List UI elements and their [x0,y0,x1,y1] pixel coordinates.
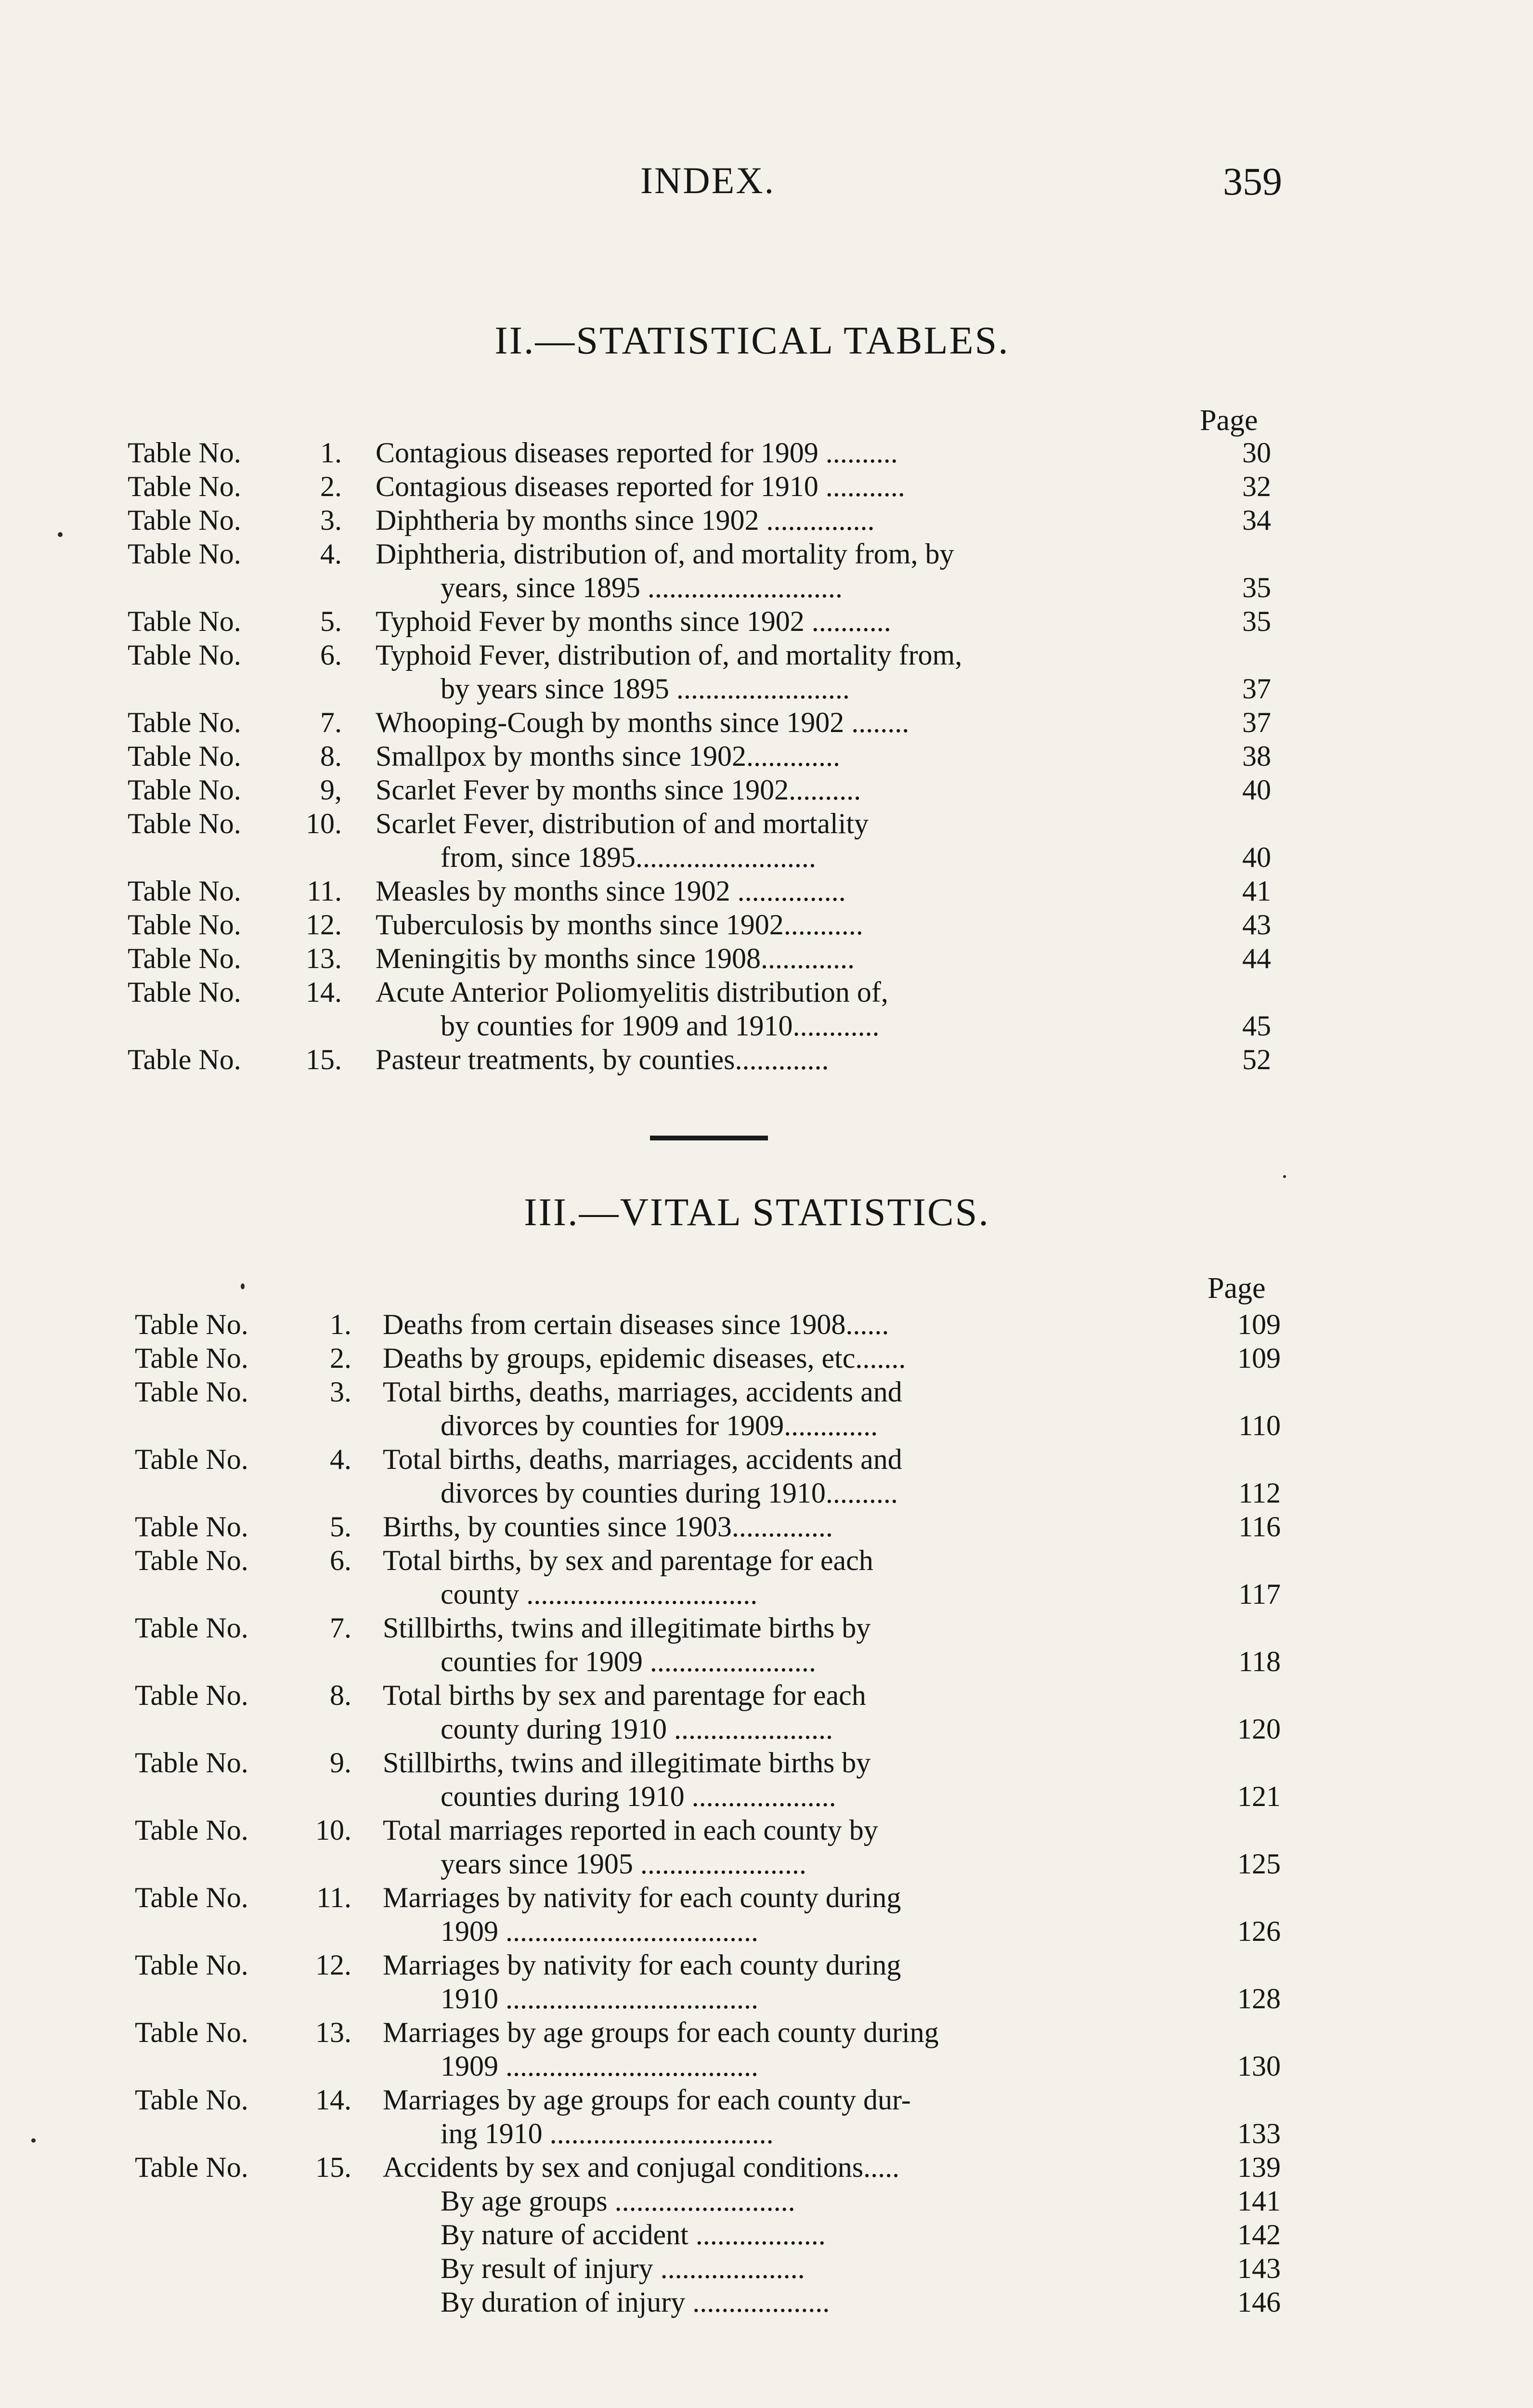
page-reference: 35 [1242,605,1271,637]
index-entry [0,1678,1533,1746]
table-label: Table No. [135,1679,248,1711]
table-number: 12. [306,909,342,941]
table-label: Table No. [135,1309,248,1340]
index-entry [0,537,1533,604]
entry-description: Contagious diseases reported for 1910 ........... [376,471,905,502]
entry-line [0,1813,1533,1847]
entry-line [0,908,1533,942]
page-reference: 40 [1242,774,1271,806]
table-number: 2. [330,1342,351,1374]
page-reference: 117 [1238,1578,1281,1610]
page-reference: 110 [1238,1410,1281,1441]
entry-line [0,1982,1533,2015]
entry-description: from, since 1895......................... [441,841,816,873]
table-number: 9. [330,1747,351,1779]
entry-description: Acute Anterior Poliomyelitis distribution of, [376,976,888,1008]
table-number: 14. [315,2084,351,2116]
entry-description: Deaths from certain diseases since 1908...... [383,1309,889,1340]
entry-line [0,739,1533,773]
entry-line [0,2083,1533,2117]
table-label: Table No. [135,2016,248,2048]
entry-description: Typhoid Fever by months since 1902 ........... [376,605,891,637]
table-number: 15. [315,2151,351,2183]
table-label: Table No. [135,1747,248,1779]
entry-description: Scarlet Fever, distribution of and mortality [376,808,869,839]
index-entry [0,739,1533,773]
entry-line [0,942,1533,975]
table-number: 2. [320,471,342,502]
table-number: 13. [306,942,342,974]
entry-description: Meningitis by months since 1908............. [376,942,855,974]
index-entry [0,1544,1533,1611]
table-label: Table No. [128,808,241,839]
entry-description: counties during 1910 .................... [441,1780,836,1812]
entry-line [0,1341,1533,1375]
entry-description: years since 1905 ....................... [441,1848,806,1880]
section-divider [650,1136,768,1140]
index-entry [0,2015,1533,2083]
table-label: Table No. [135,2151,248,2183]
table-number: 5. [330,1511,351,1543]
entry-description: years, since 1895 ........................... [441,572,843,603]
entry-line [0,874,1533,908]
paper-speck [31,2138,36,2143]
entry-description: Marriages by nativity for each county during [383,1882,901,1913]
entry-line [0,975,1533,1009]
entry-line [0,604,1533,638]
page-reference: 35 [1242,572,1271,603]
page-reference: 118 [1238,1646,1281,1677]
table-label: Table No. [135,2084,248,2116]
entry-description: Pasteur treatments, by counties............. [376,1044,829,1075]
table-number: 3. [330,1376,351,1408]
entry-description: Marriages by age groups for each county during [383,2016,939,2048]
entry-description: Deaths by groups, epidemic diseases, etc....... [383,1342,906,1374]
index-entry [0,470,1533,503]
entry-line [0,537,1533,571]
entry-line [0,2218,1533,2251]
entry-description: Total births, deaths, marriages, accidents and [383,1376,902,1408]
entry-line [0,470,1533,503]
entry-description: Total births by sex and parentage for each [383,1679,866,1711]
vital-statistics-list [0,1308,1533,2319]
entry-line [0,436,1533,470]
entry-line [0,1847,1533,1881]
index-entry [0,1308,1533,1341]
table-label: Table No. [128,875,241,907]
entry-description: Stillbirths, twins and illegitimate births by [383,1747,871,1779]
page-column-label: Page [1200,404,1258,437]
entry-description: 1909 ................................... [441,1915,758,1947]
entry-line [0,1308,1533,1341]
page-reference: 116 [1238,1511,1281,1543]
entry-line [0,1375,1533,1409]
entry-line [0,773,1533,807]
entry-description: county during 1910 ...................... [441,1713,833,1745]
table-label: Table No. [128,707,241,738]
table-label: Table No. [135,1949,248,1981]
table-number: 10. [306,808,342,839]
table-label: Table No. [135,1612,248,1644]
page-reference: 143 [1237,2252,1281,2284]
page-reference: 43 [1242,909,1271,941]
entry-description: Measles by months since 1902 ............... [376,875,846,907]
entry-description: Total births, by sex and parentage for each [383,1544,873,1576]
entry-line [0,1780,1533,1813]
table-label: Table No. [128,538,241,570]
table-label: Table No. [128,942,241,974]
table-label: Table No. [135,1376,248,1408]
entry-line [0,1442,1533,1476]
entry-line [0,706,1533,739]
table-number: 13. [315,2016,351,2048]
entry-description: by counties for 1909 and 1910............ [441,1010,880,1042]
table-number: 8. [320,740,342,772]
table-label: Table No. [128,504,241,536]
index-entry [0,975,1533,1043]
page-reference: 41 [1242,875,1271,907]
index-entry [0,1948,1533,2015]
page-reference: 125 [1237,1848,1281,1880]
index-entry [0,1510,1533,1544]
entry-line [0,1577,1533,1611]
entry-line [0,1611,1533,1645]
table-label: Table No. [135,1342,248,1374]
index-entry [0,874,1533,908]
entry-line [0,2150,1533,2184]
entry-line [0,1712,1533,1746]
index-entry [0,503,1533,537]
table-number: 8. [330,1679,351,1711]
index-entry [0,1375,1533,1442]
table-label: Table No. [128,740,241,772]
entry-description: By nature of accident .................. [441,2219,826,2251]
table-label: Table No. [135,1443,248,1475]
index-entry [0,1442,1533,1510]
table-label: Table No. [135,1511,248,1543]
page-reference: 120 [1237,1713,1281,1745]
table-label: Table No. [128,471,241,502]
page-reference: 139 [1237,2151,1281,2183]
page-reference: 112 [1238,1477,1281,1509]
table-label: Table No. [135,1544,248,1576]
table-label: Table No. [128,909,241,941]
table-label: Table No. [128,1044,241,1075]
table-number: 7. [330,1612,351,1644]
entry-description: 1909 ................................... [441,2050,758,2082]
entry-line [0,1009,1533,1043]
table-number: 11. [307,875,342,907]
page-column-label: Page [1208,1272,1266,1305]
entry-description: Stillbirths, twins and illegitimate births by [383,1612,871,1644]
paper-speck [241,1283,245,1289]
paper-speck [58,532,63,537]
entry-line [0,1678,1533,1712]
page-reference: 30 [1242,437,1271,469]
page-reference: 109 [1237,1342,1281,1374]
entry-line [0,1544,1533,1577]
page-reference: 121 [1237,1780,1281,1812]
index-entry [0,1341,1533,1375]
table-number: 3. [320,504,342,536]
index-entry [0,1611,1533,1678]
entry-description: Total births, deaths, marriages, accidents and [383,1443,902,1475]
entry-line [0,1746,1533,1780]
index-entry [0,807,1533,874]
entry-description: Marriages by nativity for each county during [383,1949,901,1981]
table-number: 15. [306,1044,342,1075]
index-entry [0,604,1533,638]
entry-line [0,672,1533,706]
page-number: 359 [1223,159,1282,203]
entry-line [0,638,1533,672]
entry-line [0,1043,1533,1076]
page-reference: 40 [1242,841,1271,873]
table-label: Table No. [128,774,241,806]
entry-line [0,1948,1533,1982]
section-title-statistical-tables: II.—STATISTICAL TABLES. [494,318,1010,362]
entry-description: counties for 1909 ....................... [441,1646,816,1677]
page-reference: 37 [1242,673,1271,705]
page-reference: 141 [1237,2185,1281,2217]
table-number: 4. [330,1443,351,1475]
table-number: 14. [306,976,342,1008]
entry-description: Scarlet Fever by months since 1902.......... [376,774,861,806]
entry-description: Whooping-Cough by months since 1902 ........ [376,707,909,738]
entry-description: 1910 ................................... [441,1983,758,2015]
index-entry [0,773,1533,807]
index-entry [0,908,1533,942]
paper-speck [1283,1175,1286,1178]
page-reference: 109 [1237,1309,1281,1340]
table-number: 6. [320,639,342,671]
entry-line [0,1409,1533,1442]
entry-description: by years since 1895 ........................ [441,673,850,705]
entry-description: Marriages by age groups for each county dur- [383,2084,911,2116]
entry-line [0,2285,1533,2319]
index-entry [0,436,1533,470]
page-reference: 142 [1237,2219,1281,2251]
entry-description: Contagious diseases reported for 1909 .......... [376,437,898,469]
entry-line [0,2015,1533,2049]
table-label: Table No. [128,976,241,1008]
entry-line [0,807,1533,840]
entry-line [0,1476,1533,1510]
table-label: Table No. [128,639,241,671]
entry-description: Accidents by sex and conjugal conditions..... [383,2151,900,2183]
table-number: 11. [316,1882,351,1913]
index-entry [0,706,1533,739]
entry-line [0,571,1533,604]
entry-description: Total marriages reported in each county by [383,1814,878,1846]
page-reference: 44 [1242,942,1271,974]
table-number: 5. [320,605,342,637]
page-reference: 52 [1242,1044,1271,1075]
table-number: 9, [320,774,342,806]
table-number: 7. [320,707,342,738]
page-reference: 34 [1242,504,1271,536]
table-label: Table No. [135,1882,248,1913]
table-label: Table No. [128,605,241,637]
page-reference: 128 [1237,1983,1281,2015]
running-head: INDEX. [640,159,776,201]
entry-line [0,1914,1533,1948]
index-entry [0,2083,1533,2150]
statistical-tables-list [0,436,1533,1076]
table-number: 12. [315,1949,351,1981]
entry-description: divorces by counties during 1910.......... [441,1477,898,1509]
index-entry [0,2150,1533,2319]
page-reference: 126 [1237,1915,1281,1947]
page-reference: 38 [1242,740,1271,772]
entry-line [0,503,1533,537]
section-title-vital-statistics: III.—VITAL STATISTICS. [524,1190,990,1234]
table-number: 10. [315,1814,351,1846]
page-reference: 37 [1242,707,1271,738]
table-number: 1. [320,437,342,469]
entry-line [0,1510,1533,1544]
table-number: 1. [330,1309,351,1340]
index-entry [0,1881,1533,1948]
entry-description: Smallpox by months since 1902............. [376,740,840,772]
page-reference: 133 [1237,2118,1281,2149]
table-label: Table No. [135,1814,248,1846]
entry-line [0,1645,1533,1678]
entry-description: By age groups ......................... [441,2185,795,2217]
entry-line [0,840,1533,874]
entry-description: Diphtheria, distribution of, and mortality from, by [376,538,954,570]
table-number: 4. [320,538,342,570]
entry-description: By duration of injury ................... [441,2286,830,2318]
page-reference: 45 [1242,1010,1271,1042]
entry-description: Diphtheria by months since 1902 ............... [376,504,875,536]
page-reference: 130 [1237,2050,1281,2082]
entry-line [0,2184,1533,2218]
entry-line [0,2117,1533,2150]
entry-line [0,2251,1533,2285]
index-entry [0,1813,1533,1881]
table-number: 6. [330,1544,351,1576]
entry-description: Typhoid Fever, distribution of, and mortality from, [376,639,962,671]
entry-line [0,1881,1533,1914]
entry-line [0,2049,1533,2083]
page-reference: 32 [1242,471,1271,502]
index-entry [0,1746,1533,1813]
entry-description: By result of injury .................... [441,2252,805,2284]
entry-description: ing 1910 ............................... [441,2118,774,2149]
entry-description: county ................................ [441,1578,758,1610]
entry-description: divorces by counties for 1909............. [441,1410,878,1441]
page-reference: 146 [1237,2286,1281,2318]
table-label: Table No. [128,437,241,469]
entry-description: Births, by counties since 1903.............. [383,1511,833,1543]
index-entry [0,638,1533,706]
index-entry [0,942,1533,975]
entry-description: Tuberculosis by months since 1902........... [376,909,863,941]
index-entry [0,1043,1533,1076]
